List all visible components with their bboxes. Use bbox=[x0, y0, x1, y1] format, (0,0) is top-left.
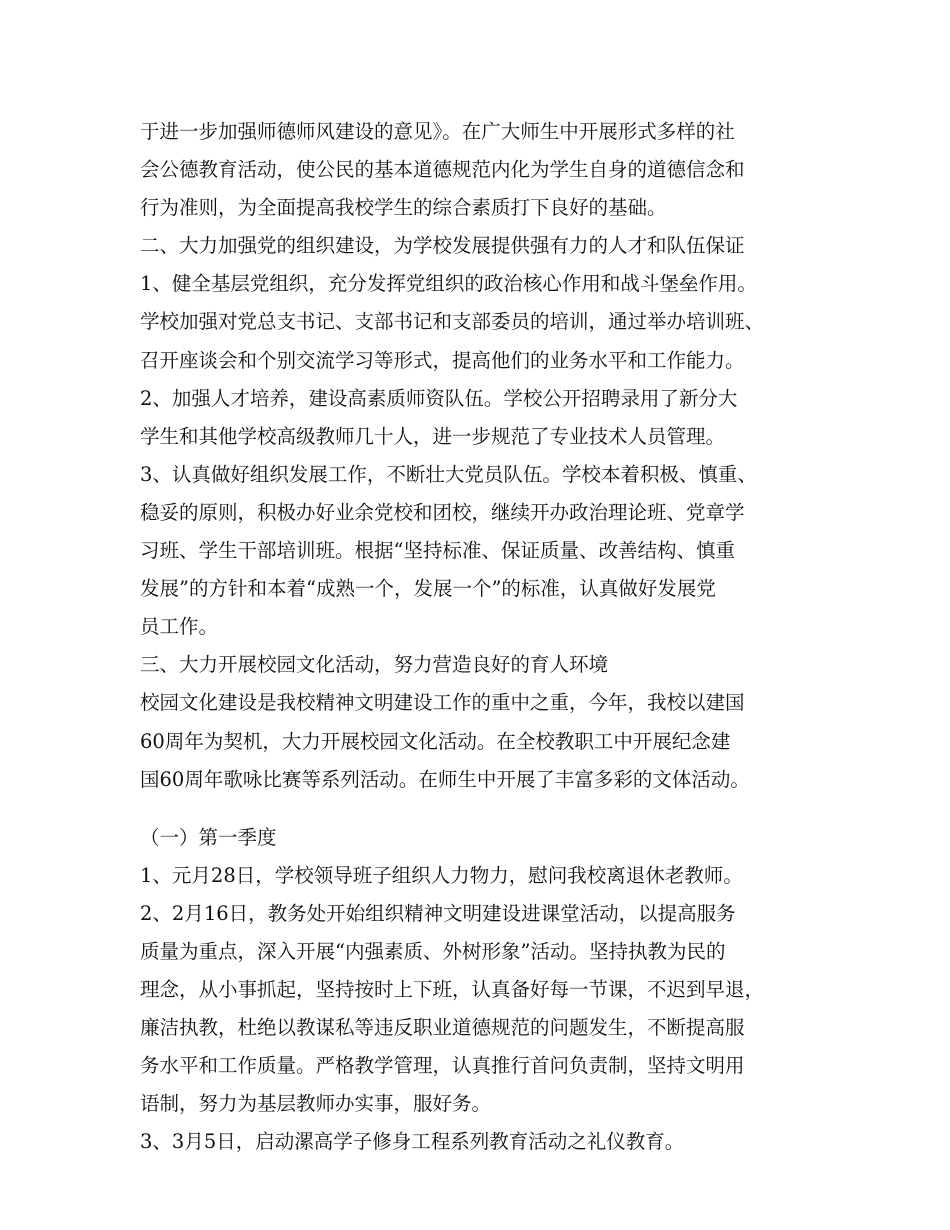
text-line: 习班、学生干部培训班。根据“坚持标准、保证质量、改善结构、慎重 bbox=[140, 539, 735, 563]
text-line: 3、认真做好组织发展工作，不断壮大党员队伍。学校本着积极、慎重、 bbox=[140, 462, 757, 486]
text-line: 员工作。 bbox=[140, 615, 219, 639]
text-line: 2、加强人才培养，建设高素质师资队伍。学校公开招聘录用了新分大 bbox=[140, 386, 738, 410]
document-body bbox=[140, 113, 830, 1162]
text-line: 2、2月16日，教务处开始组织精神文明建设进课堂活动，以提高服务 bbox=[140, 901, 736, 925]
text-line: 会公德教育活动，使公民的基本道德规范内化为学生自身的道德信念和 bbox=[140, 158, 745, 182]
text-line: 1、元月28日，学校领导班子组织人力物力，慰问我校离退休老教师。 bbox=[140, 863, 743, 887]
text-line: 召开座谈会和个别交流学习等形式，提高他们的业务水平和工作能力。 bbox=[140, 348, 745, 372]
subsection-heading: （一）第一季度 bbox=[140, 825, 277, 849]
text-line: 60周年为契机，大力开展校园文化活动。在全校教职工中开展纪念建 bbox=[140, 729, 731, 753]
text-line: 廉洁执教，杜绝以教谋私等违反职业道德规范的问题发生，不断提高服 bbox=[140, 1016, 745, 1040]
text-line: 行为准则，为全面提高我校学生的综合素质打下良好的基础。 bbox=[140, 196, 667, 220]
text-line: 学生和其他学校高级教师几十人，进一步规范了专业技术人员管理。 bbox=[140, 424, 726, 448]
text-line: 稳妥的原则，积极办好业余党校和团校，继续开办政治理论班、党章学 bbox=[140, 500, 745, 524]
text-line: 发展”的方针和本着“成熟一个，发展一个”的标准，认真做好发展党 bbox=[140, 577, 716, 601]
text-line: 校园文化建设是我校精神文明建设工作的重中之重，今年，我校以建国 bbox=[140, 691, 745, 715]
text-line: 语制，努力为基层教师办实事，服好务。 bbox=[140, 1092, 492, 1116]
text-line: 理念，从小事抓起，坚持按时上下班，认真备好每一节课，不迟到早退， bbox=[140, 978, 765, 1002]
section-heading: 三、大力开展校园文化活动，努力营造良好的育人环境 bbox=[140, 653, 609, 677]
paragraph-gap bbox=[140, 799, 830, 819]
text-line: 务水平和工作质量。严格教学管理，认真推行首问负责制，坚持文明用 bbox=[140, 1054, 745, 1078]
text-line: 学校加强对党总支书记、支部书记和支部委员的培训，通过举办培训班、 bbox=[140, 310, 765, 334]
text-line: 国60周年歌咏比赛等系列活动。在师生中开展了丰富多彩的文体活动。 bbox=[140, 767, 750, 791]
text-line: 3、3月5日，启动漯高学子修身工程系列教育活动之礼仪教育。 bbox=[140, 1130, 685, 1154]
section-heading: 二、大力加强党的组织建设，为学校发展提供强有力的人才和队伍保证 bbox=[140, 234, 745, 258]
text-line: 质量为重点，深入开展“内强素质、外树形象”活动。坚持执教为民的 bbox=[140, 939, 726, 963]
text-line: 1、健全基层党组织，充分发挥党组织的政治核心作用和战斗堡垒作用。 bbox=[140, 272, 757, 296]
text-line: 于进一步加强师德师风建设的意见》。在广大师生中开展形式多样的社 bbox=[140, 120, 735, 143]
